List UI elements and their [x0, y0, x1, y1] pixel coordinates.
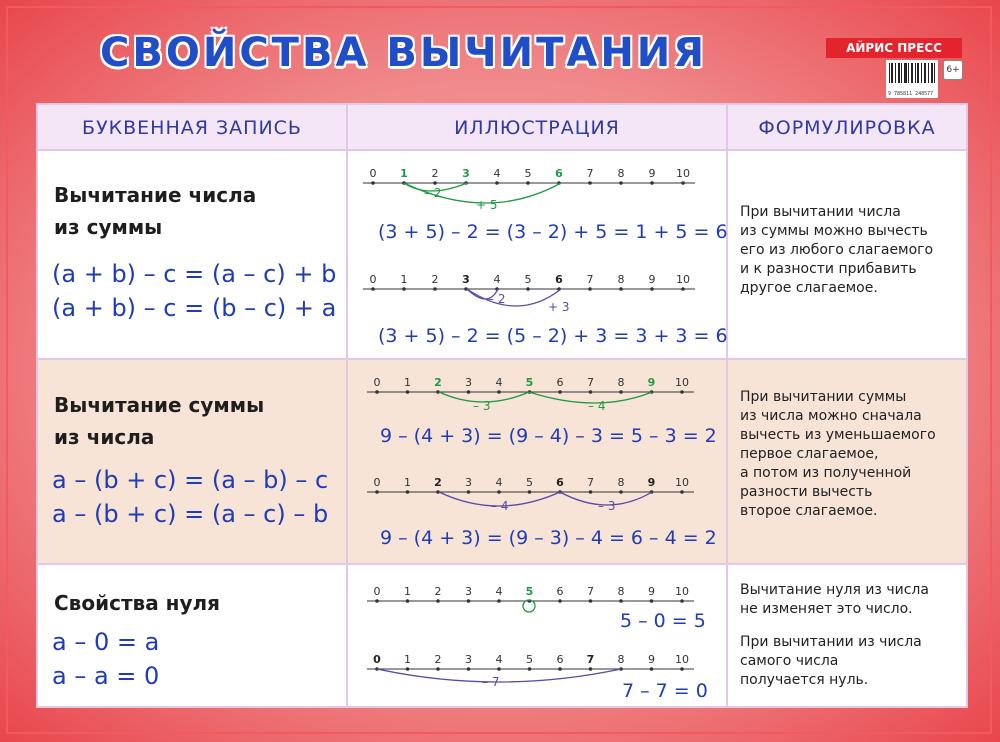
number-line-tick-label: 0: [369, 273, 377, 286]
number-line-tick: [558, 390, 562, 394]
number-line-tick-label: 5: [526, 653, 533, 666]
row-3-formulas: [52, 625, 159, 693]
number-line-tick-label: 5: [524, 167, 532, 180]
number-line-tick: [619, 181, 623, 185]
row-3-equation-1: 5 – 0 = 5: [620, 610, 706, 632]
number-line-tick-label: 3: [465, 585, 472, 598]
row-2-desc-line: вычесть из уменьшаемого: [740, 427, 936, 443]
number-line-tick-label: 4: [495, 653, 503, 666]
row-3-desc-line: При вычитании из числа: [740, 634, 922, 650]
number-line-tick: [528, 667, 532, 671]
row-2-desc-line: При вычитании суммы: [740, 389, 907, 405]
number-line-tick: [467, 390, 471, 394]
number-line-tick-label: 10: [675, 653, 689, 666]
number-line-2: [363, 273, 695, 291]
label-plus5: + 5: [476, 198, 498, 212]
number-line-tick-label: 2: [431, 273, 439, 286]
row-1-formulas: [52, 257, 336, 325]
number-line-tick-label: 8: [617, 476, 625, 489]
poster-title: СВОЙСТВА ВЫЧИТАНИЯ: [100, 30, 708, 76]
number-line-tick-label: 5: [524, 273, 532, 286]
label-minus3-b: – 3: [598, 499, 616, 513]
row-1-equation-2: (3 + 5) – 2 = (5 – 2) + 3 = 3 + 3 = 6: [378, 325, 728, 347]
row-3-title: Свойства нуля: [54, 591, 220, 615]
row-2-title: [54, 389, 264, 453]
number-line-tick: [619, 599, 623, 603]
row-1-desc-line: его из любого слагаемого: [740, 242, 934, 258]
row-1-formula-2: (a + b) – c = (b – c) + a: [52, 294, 337, 322]
number-line-6: [367, 653, 694, 671]
number-line-tick: [433, 181, 437, 185]
properties-table: [36, 103, 968, 708]
number-line-tick: [619, 390, 623, 394]
number-line-tick: [650, 287, 654, 291]
number-line-tick: [497, 490, 501, 494]
number-line-tick: [589, 390, 593, 394]
number-line-tick-label: 4: [493, 167, 501, 180]
number-line-tick-label: 5: [525, 376, 534, 389]
header-illustration: ИЛЛЮСТРАЦИЯ: [348, 105, 726, 149]
number-line-tick-label: 10: [675, 476, 689, 489]
row-1-title: [54, 179, 256, 243]
number-line-tick-label: 0: [369, 167, 377, 180]
number-line-tick: [436, 599, 440, 603]
number-line-tick: [375, 390, 379, 394]
number-line-tick: [558, 599, 562, 603]
number-line-tick-label: 3: [465, 376, 472, 389]
number-line-tick-label: 2: [431, 167, 439, 180]
number-line-tick: [497, 667, 501, 671]
number-line-tick-label: 3: [465, 476, 472, 489]
number-line-tick: [495, 181, 499, 185]
number-line-tick: [680, 599, 684, 603]
row-1-desc-line: из суммы можно вычесть: [740, 223, 928, 239]
number-line-tick-label: 3: [462, 273, 470, 286]
number-line-tick-label: 4: [495, 376, 503, 389]
number-line-tick-label: 9: [648, 167, 656, 180]
number-line-1: [363, 167, 695, 185]
number-line-tick-label: 8: [617, 585, 625, 598]
arc-plus3: [467, 289, 561, 306]
row-3-equation-2: 7 – 7 = 0: [622, 680, 708, 702]
number-line-tick: [433, 287, 437, 291]
number-line-tick: [375, 599, 379, 603]
number-line-tick-label: 10: [675, 585, 689, 598]
row-2-desc-line: а потом из полученной: [740, 465, 912, 481]
number-line-tick: [680, 490, 684, 494]
number-line-4: [367, 476, 694, 494]
number-line-tick-label: 2: [434, 476, 442, 489]
number-line-tick-label: 2: [434, 653, 442, 666]
number-line-tick-label: 3: [462, 167, 470, 180]
number-line-tick-label: 9: [647, 476, 656, 489]
row-1-description: [740, 203, 933, 298]
label-plus3: + 3: [548, 300, 570, 314]
number-line-tick-label: 1: [404, 376, 411, 389]
number-line-tick: [650, 181, 654, 185]
number-line-tick: [650, 667, 654, 671]
number-line-tick-label: 3: [465, 653, 472, 666]
number-line-tick: [526, 287, 530, 291]
number-line-tick: [406, 667, 410, 671]
number-line-tick-label: 7: [587, 585, 594, 598]
number-line-tick-label: 6: [555, 167, 563, 180]
number-line-tick-label: 1: [400, 167, 408, 180]
number-line-tick: [681, 287, 685, 291]
label-minus4-b: – 4: [491, 499, 509, 513]
number-line-tick-label: 7: [587, 376, 594, 389]
row-3-formula-1: a – 0 = a: [52, 628, 160, 656]
number-line-tick: [588, 287, 592, 291]
number-line-tick-label: 0: [373, 476, 381, 489]
row-2-desc-line: второе слагаемое.: [740, 503, 878, 519]
number-line-tick-label: 0: [373, 653, 381, 666]
number-line-tick-label: 1: [400, 273, 408, 286]
number-line-tick-label: 8: [617, 167, 625, 180]
number-line-tick: [680, 667, 684, 671]
number-line-tick: [558, 667, 562, 671]
number-line-tick-label: 0: [373, 376, 381, 389]
number-line-tick: [406, 599, 410, 603]
number-line-tick-label: 8: [617, 376, 625, 389]
barcode: [886, 60, 938, 98]
row-2-title-line2: из числа: [54, 425, 155, 449]
label-minus3: – 3: [473, 399, 491, 413]
number-line-tick-label: 8: [617, 273, 625, 286]
number-line-tick-label: 6: [556, 585, 564, 598]
number-line-tick-label: 9: [648, 585, 655, 598]
number-line-tick-label: 1: [404, 585, 411, 598]
number-line-tick: [467, 490, 471, 494]
number-line-tick: [467, 667, 471, 671]
number-line-tick-label: 8: [617, 653, 625, 666]
row-1-equation-1: (3 + 5) – 2 = (3 – 2) + 5 = 1 + 5 = 6: [378, 221, 728, 243]
number-line-tick-label: 7: [586, 653, 595, 666]
number-line-tick: [588, 181, 592, 185]
row-2-title-line1: Вычитание суммы: [54, 393, 265, 417]
row-2-equation-1: 9 – (4 + 3) = (9 – 4) – 3 = 5 – 3 = 2: [380, 425, 717, 447]
number-line-tick-label: 6: [555, 273, 563, 286]
number-line-tick: [406, 490, 410, 494]
number-line-tick: [589, 490, 593, 494]
number-line-tick: [650, 599, 654, 603]
number-line-tick-label: 10: [676, 273, 690, 286]
number-line-tick-label: 7: [587, 476, 594, 489]
row-1-desc-line: При вычитании числа: [740, 204, 901, 220]
number-line-tick: [680, 390, 684, 394]
row-2-formula-2: a – (b + c) = (a – c) – b: [52, 500, 329, 528]
row-3-desc-line: получается нуль.: [740, 672, 869, 688]
row-1-title-line2: из суммы: [54, 215, 163, 239]
row-3-description-1: [740, 581, 929, 619]
number-line-tick-label: 9: [647, 376, 656, 389]
number-line-tick: [402, 287, 406, 291]
number-line-tick: [467, 599, 471, 603]
number-line-tick-label: 9: [648, 653, 655, 666]
number-line-tick: [375, 490, 379, 494]
row-2-desc-line: первое слагаемое,: [740, 446, 879, 462]
row-1-desc-line: другое слагаемое.: [740, 280, 878, 296]
number-line-tick-label: 1: [404, 476, 411, 489]
number-line-tick-label: 1: [404, 653, 411, 666]
number-line-tick: [406, 390, 410, 394]
number-line-tick-label: 5: [526, 476, 533, 489]
row-2-formulas: [52, 463, 328, 531]
row-3-description-2: [740, 633, 922, 690]
number-line-tick-label: 7: [586, 167, 594, 180]
row-2-description: [740, 388, 936, 521]
number-line-tick-label: 0: [373, 585, 381, 598]
number-line-tick-label: 6: [556, 653, 564, 666]
label-minus2: – 2: [424, 186, 442, 200]
label-minus2-b: – 2: [488, 292, 506, 306]
label-minus7: – 7: [482, 675, 500, 689]
number-line-tick-label: 10: [675, 376, 689, 389]
barcode-icon: [886, 60, 938, 86]
header-formulation: ФОРМУЛИРОВКА: [728, 105, 966, 149]
number-line-tick-label: 6: [556, 476, 564, 489]
header-letter-notation: БУКВЕННАЯ ЗАПИСЬ: [38, 105, 346, 149]
number-line-tick-label: 4: [495, 476, 503, 489]
age-badge: 6+: [943, 60, 963, 80]
number-line-tick: [589, 599, 593, 603]
row-2-formula-1: a – (b + c) = (a – b) – c: [52, 466, 329, 494]
number-line-tick: [619, 490, 623, 494]
row-3-desc-line: не изменяет это число.: [740, 601, 913, 617]
number-line-tick-label: 2: [434, 376, 442, 389]
number-line-tick-label: 6: [556, 376, 564, 389]
row-2-desc-line: из числа можно сначала: [740, 408, 922, 424]
number-line-tick: [436, 667, 440, 671]
number-line-tick: [589, 667, 593, 671]
row-1-formula-1: (a + b) – c = (a – c) + b: [52, 260, 337, 288]
label-minus4: – 4: [588, 399, 606, 413]
number-line-tick: [681, 181, 685, 185]
barcode-digits: 9 785811 248577: [888, 91, 934, 97]
number-line-tick: [528, 490, 532, 494]
publisher-logo: АЙРИС ПРЕСС: [826, 38, 962, 58]
row-3-desc-line: самого числа: [740, 653, 839, 669]
row-2-desc-line: разности вычесть: [740, 484, 873, 500]
number-line-tick-label: 7: [586, 273, 594, 286]
row-3-desc-line: Вычитание нуля из числа: [740, 582, 929, 598]
number-line-tick: [497, 599, 501, 603]
row-1-desc-line: и к разности прибавить: [740, 261, 917, 277]
number-line-tick-label: 4: [493, 273, 501, 286]
number-line-tick-label: 4: [495, 585, 503, 598]
number-line-tick-label: 9: [648, 273, 656, 286]
number-line-tick-label: 2: [434, 585, 442, 598]
number-line-tick: [371, 287, 375, 291]
number-line-tick: [526, 181, 530, 185]
number-line-tick: [619, 287, 623, 291]
number-line-tick: [371, 181, 375, 185]
number-line-tick-label: 10: [676, 167, 690, 180]
number-line-3: [367, 376, 694, 394]
number-line-tick: [497, 390, 501, 394]
row-3-formula-2: a – a = 0: [52, 662, 160, 690]
row-1-title-line1: Вычитание числа: [54, 183, 257, 207]
number-line-tick-label: 5: [525, 585, 534, 598]
row-2-equation-2: 9 – (4 + 3) = (9 – 3) – 4 = 6 – 4 = 2: [380, 527, 717, 549]
